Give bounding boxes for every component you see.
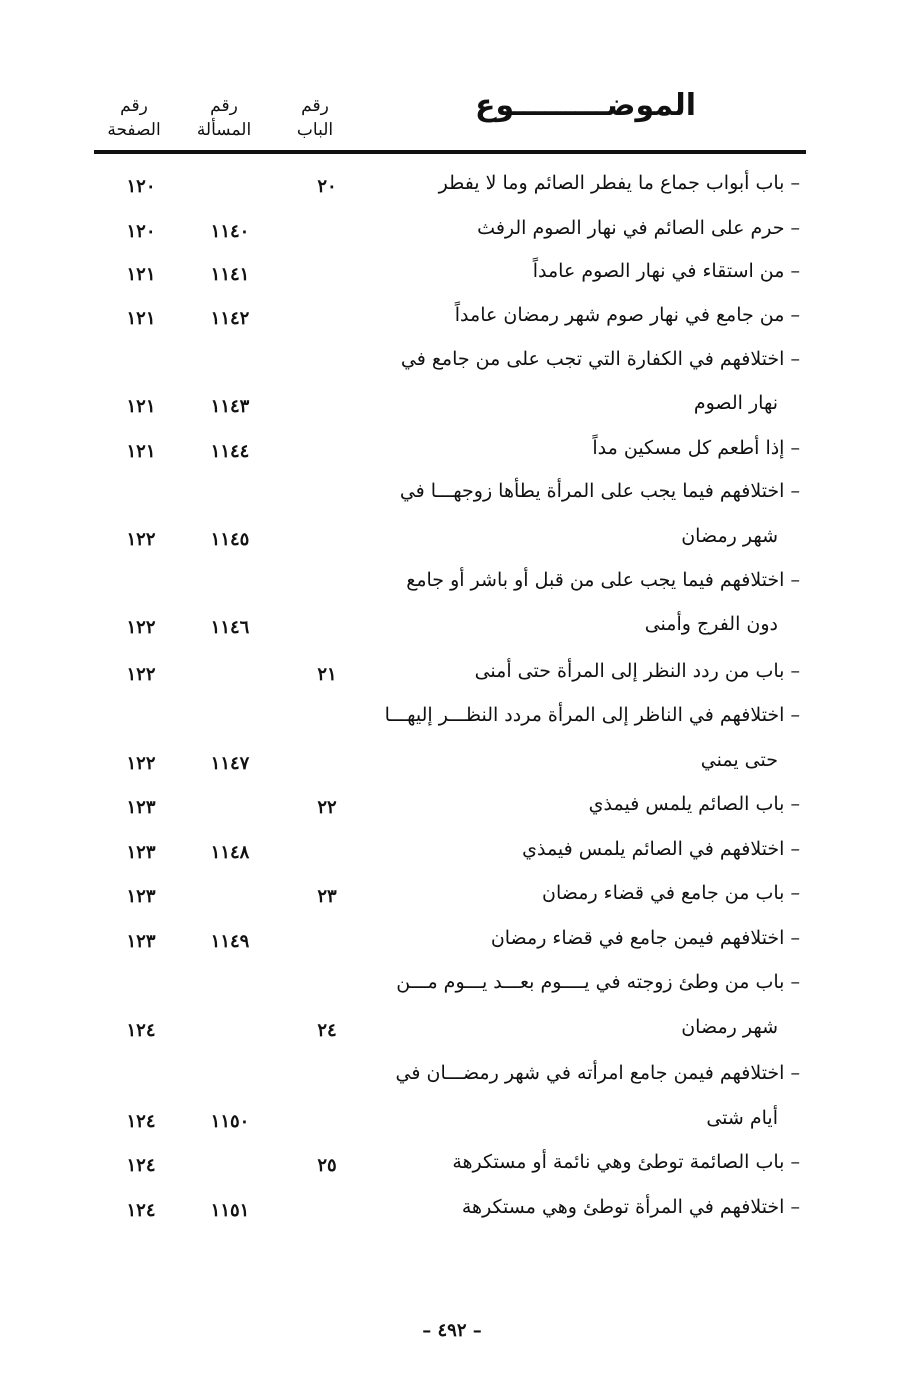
row-topic: شهر رمضان — [681, 525, 778, 547]
row-issue-number: ١١٤٣ — [210, 396, 250, 417]
header-chapter-line1: رقم — [301, 96, 329, 116]
row-issue-number: ١١٥١ — [210, 1200, 250, 1221]
row-chapter-number: ٢٥ — [317, 1155, 337, 1176]
row-chapter-number: ٢٣ — [317, 886, 337, 907]
table-row — [90, 609, 810, 649]
row-topic: – باب الصائمة توطئ وهي نائمة أو مستكرهة — [452, 1151, 800, 1173]
row-issue-number: ١١٥٠ — [210, 1111, 250, 1132]
row-page-number: ١٢١ — [126, 441, 156, 462]
row-topic: – اختلافهم في المرأة توطئ وهي مستكرهة — [461, 1196, 800, 1218]
row-topic: دون الفرج وأمنى — [644, 613, 778, 635]
table-row — [90, 256, 810, 296]
row-topic: أيام شتى — [706, 1107, 778, 1129]
table-row — [90, 168, 810, 208]
row-issue-number: ١١٤١ — [210, 264, 250, 285]
row-topic: – حرم على الصائم في نهار الصوم الرفث — [477, 217, 800, 239]
header-issue-number — [174, 94, 274, 142]
table-row — [90, 700, 810, 740]
row-page-number: ١٢٤ — [126, 1111, 156, 1132]
row-page-number: ١٢٠ — [126, 176, 156, 197]
row-topic: – اختلافهم في الكفارة التي تجب على من جامع في — [400, 348, 800, 370]
table-row — [90, 433, 810, 473]
row-page-number: ١٢٣ — [126, 842, 156, 863]
row-topic: – باب من ردد النظر إلى المرأة حتى أمنى — [474, 660, 800, 682]
row-issue-number: ١١٤٤ — [210, 441, 250, 462]
header-page-line2: الصفحة — [107, 120, 161, 140]
row-page-number: ١٢٢ — [126, 617, 156, 638]
row-topic: – باب أبواب جماع ما يفطر الصائم وما لا يفطر — [438, 172, 800, 194]
row-topic: – باب الصائم يلمس فيمذي — [588, 793, 800, 815]
table-row — [90, 213, 810, 253]
table-row — [90, 565, 810, 605]
row-page-number: ١٢٣ — [126, 931, 156, 952]
header-rule — [94, 150, 806, 154]
table-row — [90, 745, 810, 785]
page-number: – ٤٩٢ – — [422, 1320, 482, 1341]
row-page-number: ١٢١ — [126, 396, 156, 417]
table-row — [90, 521, 810, 561]
table-row — [90, 789, 810, 829]
row-page-number: ١٢٤ — [126, 1155, 156, 1176]
row-topic: – إذا أطعم كل مسكين مداً — [592, 437, 800, 459]
row-page-number: ١٢٢ — [126, 753, 156, 774]
header-issue-line2: المسألة — [196, 120, 252, 140]
row-chapter-number: ٢٠ — [317, 176, 337, 197]
row-issue-number: ١١٤٧ — [210, 753, 250, 774]
row-page-number: ١٢٤ — [126, 1200, 156, 1221]
row-topic: – اختلافهم في الناظر إلى المرأة مردد النظـــر إليهـــا — [384, 704, 800, 726]
row-topic: – اختلافهم فيما يجب على المرأة يطأها زوجهـــا في — [399, 480, 800, 502]
table-row — [90, 1103, 810, 1143]
row-topic: – اختلافهم فيمن جامع في قضاء رمضان — [490, 927, 800, 949]
row-topic: حتى يمني — [700, 749, 778, 771]
header-page-line1: رقم — [120, 96, 148, 116]
table-row — [90, 1012, 810, 1052]
row-topic: نهار الصوم — [693, 392, 778, 414]
row-topic: – باب من جامع في قضاء رمضان — [542, 882, 800, 904]
row-issue-number: ١١٤٦ — [210, 617, 250, 638]
row-chapter-number: ٢٢ — [317, 797, 337, 818]
row-topic: – باب من وطئ زوجته في يــــوم بعـــد يـــوم مـــن — [396, 971, 800, 993]
table-row — [90, 656, 810, 696]
row-issue-number: ١١٤٨ — [210, 842, 250, 863]
header-chapter-line2: الباب — [296, 120, 334, 140]
table-row — [90, 300, 810, 340]
header-chapter-number — [276, 94, 354, 142]
header-issue-line1: رقم — [210, 96, 238, 116]
row-issue-number: ١١٤٠ — [210, 221, 250, 242]
row-topic: – اختلافهم فيمن جامع امرأته في شهر رمضـــان في — [395, 1062, 800, 1084]
row-issue-number: ١١٤٢ — [210, 308, 250, 329]
row-page-number: ١٢٢ — [126, 664, 156, 685]
row-page-number: ١٢٢ — [126, 529, 156, 550]
table-row — [90, 967, 810, 1007]
row-chapter-number: ٢٤ — [317, 1020, 337, 1041]
row-issue-number: ١١٤٩ — [210, 931, 250, 952]
table-row — [90, 388, 810, 428]
table-row — [90, 1192, 810, 1232]
row-page-number: ١٢١ — [126, 264, 156, 285]
row-page-number: ١٢٣ — [126, 797, 156, 818]
header-page-number — [92, 94, 176, 142]
row-topic: – من جامع في نهار صوم شهر رمضان عامداً — [454, 304, 800, 326]
row-page-number: ١٢٠ — [126, 221, 156, 242]
table-row — [90, 878, 810, 918]
table-row — [90, 476, 810, 516]
row-topic: – من استقاء في نهار الصوم عامداً — [532, 260, 800, 282]
row-page-number: ١٢٣ — [126, 886, 156, 907]
table-row — [90, 1147, 810, 1187]
table-row — [90, 1058, 810, 1098]
row-chapter-number: ٢١ — [317, 664, 337, 685]
row-issue-number: ١١٤٥ — [210, 529, 250, 550]
header-topic: الموضـــــــــوع — [474, 88, 696, 123]
row-topic: – اختلافهم فيما يجب على من قبل أو باشر أو جامع — [406, 569, 800, 591]
row-topic: شهر رمضان — [681, 1016, 778, 1038]
row-page-number: ١٢٤ — [126, 1020, 156, 1041]
table-row — [90, 923, 810, 963]
table-row — [90, 344, 810, 384]
table-row — [90, 834, 810, 874]
row-topic: – اختلافهم في الصائم يلمس فيمذي — [522, 838, 800, 860]
row-page-number: ١٢١ — [126, 308, 156, 329]
